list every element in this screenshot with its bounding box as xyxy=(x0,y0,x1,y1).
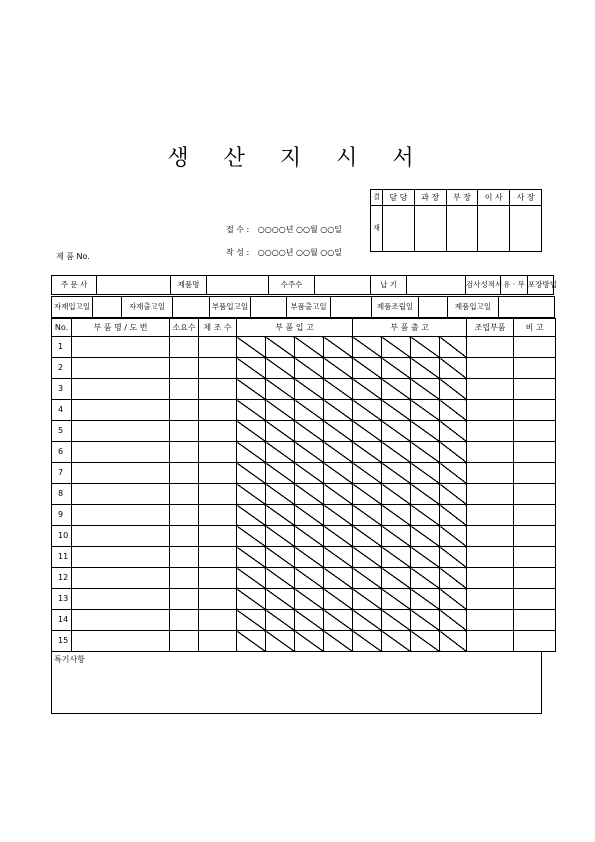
parts-in-cell[interactable] xyxy=(295,484,324,505)
parts-out-cell[interactable] xyxy=(353,463,382,484)
part-name-cell[interactable] xyxy=(72,358,170,379)
parts-in-cell[interactable] xyxy=(324,379,353,400)
row-number: 12 xyxy=(52,568,72,589)
written-label: 작 성 : xyxy=(226,248,250,257)
label-order-qty: 수주수 xyxy=(269,276,315,295)
row-number: 2 xyxy=(52,358,72,379)
part-name-cell[interactable] xyxy=(72,442,170,463)
parts-out-cell[interactable] xyxy=(353,484,382,505)
parts-out-cell[interactable] xyxy=(353,589,382,610)
parts-in-cell[interactable] xyxy=(324,421,353,442)
parts-in-cell[interactable] xyxy=(237,505,266,526)
parts-in-cell[interactable] xyxy=(266,589,295,610)
parts-out-cell[interactable] xyxy=(382,610,411,631)
parts-out-cell[interactable] xyxy=(353,337,382,358)
value-material-in[interactable] xyxy=(93,297,122,318)
remarks-cell[interactable] xyxy=(514,463,556,484)
assembly-parts-cell[interactable] xyxy=(467,358,514,379)
col-assembly-parts: 조립부품 xyxy=(467,319,514,337)
parts-in-cell[interactable] xyxy=(266,379,295,400)
parts-in-cell[interactable] xyxy=(266,547,295,568)
parts-out-cell[interactable] xyxy=(382,526,411,547)
row-number: 6 xyxy=(52,442,72,463)
parts-in-cell[interactable] xyxy=(237,463,266,484)
label-client: 주 문 사 xyxy=(52,276,97,295)
signature-cell[interactable] xyxy=(478,206,510,252)
parts-out-cell[interactable] xyxy=(382,484,411,505)
written-date xyxy=(226,247,342,258)
parts-in-cell[interactable] xyxy=(266,505,295,526)
parts-in-cell[interactable] xyxy=(295,421,324,442)
assembly-parts-cell[interactable] xyxy=(467,631,514,652)
parts-in-cell[interactable] xyxy=(237,589,266,610)
value-product-in[interactable] xyxy=(499,297,555,318)
assembly-parts-cell[interactable] xyxy=(467,484,514,505)
required-qty-cell[interactable] xyxy=(170,421,199,442)
table-row xyxy=(52,589,556,610)
value-order-qty[interactable] xyxy=(315,276,371,295)
remarks-cell[interactable] xyxy=(514,484,556,505)
table-row xyxy=(52,337,556,358)
parts-out-cell[interactable] xyxy=(382,421,411,442)
parts-in-cell[interactable] xyxy=(324,568,353,589)
row-number: 11 xyxy=(52,547,72,568)
signature-cell[interactable] xyxy=(446,206,478,252)
parts-in-cell[interactable] xyxy=(266,442,295,463)
manufacture-qty-cell[interactable] xyxy=(199,568,237,589)
approval-table xyxy=(370,189,542,252)
parts-in-cell[interactable] xyxy=(324,484,353,505)
value-parts-out[interactable] xyxy=(331,297,372,318)
parts-in-cell[interactable] xyxy=(266,568,295,589)
parts-in-cell[interactable] xyxy=(324,610,353,631)
required-qty-cell[interactable] xyxy=(170,358,199,379)
label-product-in: 제품입고일 xyxy=(448,297,499,318)
manufacture-qty-cell[interactable] xyxy=(199,610,237,631)
parts-in-cell[interactable] xyxy=(266,421,295,442)
required-qty-cell[interactable] xyxy=(170,631,199,652)
parts-in-cell[interactable] xyxy=(237,442,266,463)
parts-in-cell[interactable] xyxy=(266,358,295,379)
required-qty-cell[interactable] xyxy=(170,547,199,568)
part-name-cell[interactable] xyxy=(72,379,170,400)
col-no: No. xyxy=(52,319,72,337)
manufacture-qty-cell[interactable] xyxy=(199,442,237,463)
table-row xyxy=(52,442,556,463)
parts-in-cell[interactable] xyxy=(237,610,266,631)
remarks-cell[interactable] xyxy=(514,631,556,652)
parts-in-cell[interactable] xyxy=(324,505,353,526)
required-qty-cell[interactable] xyxy=(170,400,199,421)
parts-in-cell[interactable] xyxy=(237,484,266,505)
row-number: 10 xyxy=(52,526,72,547)
required-qty-cell[interactable] xyxy=(170,337,199,358)
parts-out-cell[interactable] xyxy=(353,631,382,652)
part-name-cell[interactable] xyxy=(72,421,170,442)
required-qty-cell[interactable] xyxy=(170,610,199,631)
value-product-name[interactable] xyxy=(207,276,269,295)
part-name-cell[interactable] xyxy=(72,526,170,547)
parts-in-cell[interactable] xyxy=(324,589,353,610)
parts-out-cell[interactable] xyxy=(382,547,411,568)
assembly-parts-cell[interactable] xyxy=(467,442,514,463)
manufacture-qty-cell[interactable] xyxy=(199,547,237,568)
table-row xyxy=(52,568,556,589)
parts-out-cell[interactable] xyxy=(440,589,467,610)
parts-out-cell[interactable] xyxy=(411,337,440,358)
parts-in-cell[interactable] xyxy=(237,631,266,652)
parts-out-cell[interactable] xyxy=(353,379,382,400)
parts-out-cell[interactable] xyxy=(353,400,382,421)
required-qty-cell[interactable] xyxy=(170,379,199,400)
parts-out-cell[interactable] xyxy=(440,463,467,484)
parts-out-cell[interactable] xyxy=(382,463,411,484)
required-qty-cell[interactable] xyxy=(170,526,199,547)
parts-out-cell[interactable] xyxy=(411,484,440,505)
row-number: 8 xyxy=(52,484,72,505)
label-due-date: 납 기 xyxy=(371,276,407,295)
part-name-cell[interactable] xyxy=(72,463,170,484)
table-row xyxy=(52,358,556,379)
approval-role: 사 장 xyxy=(510,190,542,206)
parts-in-cell[interactable] xyxy=(295,610,324,631)
parts-out-cell[interactable] xyxy=(353,568,382,589)
schedule-table xyxy=(51,296,555,318)
value-material-out[interactable] xyxy=(173,297,210,318)
parts-in-cell[interactable] xyxy=(266,400,295,421)
row-number: 14 xyxy=(52,610,72,631)
parts-out-cell[interactable] xyxy=(382,379,411,400)
remarks-cell[interactable] xyxy=(514,337,556,358)
schedule-row xyxy=(52,297,555,318)
remarks-cell[interactable] xyxy=(514,568,556,589)
row-number: 3 xyxy=(52,379,72,400)
parts-in-cell[interactable] xyxy=(237,337,266,358)
parts-out-cell[interactable] xyxy=(411,631,440,652)
parts-out-cell[interactable] xyxy=(440,379,467,400)
required-qty-cell[interactable] xyxy=(170,589,199,610)
parts-in-cell[interactable] xyxy=(324,337,353,358)
label-assembly: 제품조립일 xyxy=(372,297,419,318)
table-row xyxy=(52,526,556,547)
manufacture-qty-cell[interactable] xyxy=(199,589,237,610)
approval-role: 부 장 xyxy=(446,190,478,206)
parts-in-cell[interactable] xyxy=(266,337,295,358)
assembly-parts-cell[interactable] xyxy=(467,400,514,421)
label-parts-out: 부품출고일 xyxy=(287,297,331,318)
manufacture-qty-cell[interactable] xyxy=(199,421,237,442)
table-row xyxy=(52,379,556,400)
parts-out-cell[interactable] xyxy=(411,379,440,400)
approval-side-top: 결 xyxy=(371,190,383,206)
row-number: 4 xyxy=(52,400,72,421)
doc-number-label: 제 품 No. xyxy=(56,252,90,261)
assembly-parts-cell[interactable] xyxy=(467,337,514,358)
table-row xyxy=(52,631,556,652)
received-label: 접 수 : xyxy=(226,225,250,234)
label-packing-method: 포장방법 xyxy=(528,276,554,295)
signature-cell[interactable] xyxy=(414,206,446,252)
manufacture-qty-cell[interactable] xyxy=(199,631,237,652)
parts-in-cell[interactable] xyxy=(295,463,324,484)
value-due-date[interactable] xyxy=(407,276,466,295)
required-qty-cell[interactable] xyxy=(170,484,199,505)
parts-out-cell[interactable] xyxy=(440,610,467,631)
parts-in-cell[interactable] xyxy=(266,631,295,652)
parts-out-cell[interactable] xyxy=(440,442,467,463)
parts-out-cell[interactable] xyxy=(353,505,382,526)
manufacture-qty-cell[interactable] xyxy=(199,400,237,421)
received-value: ○○○○년 ○○월 ○○일 xyxy=(257,225,342,234)
parts-out-cell[interactable] xyxy=(440,484,467,505)
parts-out-cell[interactable] xyxy=(440,631,467,652)
column-header-row xyxy=(52,319,556,337)
col-parts-out: 부 품 출 고 xyxy=(353,319,467,337)
parts-out-cell[interactable] xyxy=(411,505,440,526)
parts-out-cell[interactable] xyxy=(440,358,467,379)
parts-in-cell[interactable] xyxy=(237,547,266,568)
parts-in-cell[interactable] xyxy=(324,400,353,421)
remarks-cell[interactable] xyxy=(514,379,556,400)
parts-in-cell[interactable] xyxy=(324,526,353,547)
assembly-parts-cell[interactable] xyxy=(467,463,514,484)
parts-in-cell[interactable] xyxy=(324,631,353,652)
required-qty-cell[interactable] xyxy=(170,463,199,484)
assembly-parts-cell[interactable] xyxy=(467,379,514,400)
row-number: 5 xyxy=(52,421,72,442)
approval-side-bottom: 재 xyxy=(371,206,383,252)
parts-in-cell[interactable] xyxy=(237,358,266,379)
approval-role: 담 당 xyxy=(383,190,415,206)
parts-out-cell[interactable] xyxy=(411,442,440,463)
parts-in-cell[interactable] xyxy=(295,505,324,526)
table-row xyxy=(52,421,556,442)
parts-in-cell[interactable] xyxy=(324,358,353,379)
parts-out-cell[interactable] xyxy=(353,442,382,463)
assembly-parts-cell[interactable] xyxy=(467,568,514,589)
assembly-parts-cell[interactable] xyxy=(467,589,514,610)
manufacture-qty-cell[interactable] xyxy=(199,358,237,379)
parts-out-cell[interactable] xyxy=(411,589,440,610)
manufacture-qty-cell[interactable] xyxy=(199,463,237,484)
part-name-cell[interactable] xyxy=(72,589,170,610)
parts-out-cell[interactable] xyxy=(382,631,411,652)
parts-out-cell[interactable] xyxy=(411,610,440,631)
remarks-cell[interactable] xyxy=(514,505,556,526)
parts-in-cell[interactable] xyxy=(266,610,295,631)
assembly-parts-cell[interactable] xyxy=(467,505,514,526)
remarks-cell[interactable] xyxy=(514,421,556,442)
parts-out-cell[interactable] xyxy=(353,610,382,631)
parts-in-cell[interactable] xyxy=(295,547,324,568)
parts-out-cell[interactable] xyxy=(353,358,382,379)
order-info-row-1 xyxy=(52,276,554,295)
row-number: 7 xyxy=(52,463,72,484)
parts-out-cell[interactable] xyxy=(382,505,411,526)
col-part-name: 부 품 명 / 도 번 xyxy=(72,319,170,337)
parts-out-cell[interactable] xyxy=(382,400,411,421)
col-remarks: 비 고 xyxy=(514,319,556,337)
remarks-cell[interactable] xyxy=(514,442,556,463)
parts-in-cell[interactable] xyxy=(295,358,324,379)
remarks-cell[interactable] xyxy=(514,526,556,547)
manufacture-qty-cell[interactable] xyxy=(199,484,237,505)
parts-out-cell[interactable] xyxy=(411,526,440,547)
parts-in-cell[interactable] xyxy=(237,526,266,547)
parts-out-cell[interactable] xyxy=(382,568,411,589)
label-product-name: 제품명 xyxy=(171,276,207,295)
parts-in-cell[interactable] xyxy=(295,442,324,463)
value-client[interactable] xyxy=(97,276,171,295)
parts-in-cell[interactable] xyxy=(295,400,324,421)
approval-role: 과 장 xyxy=(414,190,446,206)
assembly-parts-cell[interactable] xyxy=(467,547,514,568)
parts-out-cell[interactable] xyxy=(382,358,411,379)
parts-in-cell[interactable] xyxy=(237,568,266,589)
col-required-qty: 소요수 xyxy=(170,319,199,337)
assembly-parts-cell[interactable] xyxy=(467,526,514,547)
parts-out-cell[interactable] xyxy=(382,337,411,358)
remarks-cell[interactable] xyxy=(514,589,556,610)
assembly-parts-cell[interactable] xyxy=(467,610,514,631)
parts-out-cell[interactable] xyxy=(440,526,467,547)
part-name-cell[interactable] xyxy=(72,505,170,526)
parts-table xyxy=(51,318,556,652)
parts-in-cell[interactable] xyxy=(295,631,324,652)
col-manufacture-qty: 제 조 수 xyxy=(199,319,237,337)
part-name-cell[interactable] xyxy=(72,337,170,358)
parts-out-cell[interactable] xyxy=(411,568,440,589)
parts-in-cell[interactable] xyxy=(237,400,266,421)
manufacture-qty-cell[interactable] xyxy=(199,379,237,400)
part-name-cell[interactable] xyxy=(72,484,170,505)
parts-out-cell[interactable] xyxy=(353,526,382,547)
parts-out-cell[interactable] xyxy=(411,421,440,442)
value-parts-in[interactable] xyxy=(251,297,287,318)
parts-out-cell[interactable] xyxy=(382,589,411,610)
required-qty-cell[interactable] xyxy=(170,568,199,589)
assembly-parts-cell[interactable] xyxy=(467,421,514,442)
label-parts-in: 부품입고일 xyxy=(210,297,251,318)
parts-out-cell[interactable] xyxy=(411,463,440,484)
received-date xyxy=(226,224,342,235)
value-assembly[interactable] xyxy=(419,297,448,318)
written-value: ○○○○년 ○○월 ○○일 xyxy=(257,248,342,257)
signature-cell[interactable] xyxy=(383,206,415,252)
order-info-table xyxy=(51,275,557,295)
required-qty-cell[interactable] xyxy=(170,442,199,463)
required-qty-cell[interactable] xyxy=(170,505,199,526)
parts-out-cell[interactable] xyxy=(353,421,382,442)
parts-in-cell[interactable] xyxy=(237,421,266,442)
approval-role: 이 사 xyxy=(478,190,510,206)
table-row xyxy=(52,505,556,526)
manufacture-qty-cell[interactable] xyxy=(199,337,237,358)
table-row xyxy=(52,463,556,484)
row-number: 15 xyxy=(52,631,72,652)
part-name-cell[interactable] xyxy=(72,610,170,631)
manufacture-qty-cell[interactable] xyxy=(199,526,237,547)
manufacture-qty-cell[interactable] xyxy=(199,505,237,526)
parts-out-cell[interactable] xyxy=(440,505,467,526)
parts-in-cell[interactable] xyxy=(324,463,353,484)
parts-in-cell[interactable] xyxy=(266,526,295,547)
parts-in-cell[interactable] xyxy=(295,526,324,547)
parts-in-cell[interactable] xyxy=(295,568,324,589)
parts-out-cell[interactable] xyxy=(411,358,440,379)
parts-out-cell[interactable] xyxy=(353,547,382,568)
table-row xyxy=(52,484,556,505)
signature-cell[interactable] xyxy=(510,206,542,252)
label-inspection-report: 검사성적서 xyxy=(466,276,501,295)
parts-in-cell[interactable] xyxy=(266,463,295,484)
parts-in-cell[interactable] xyxy=(324,547,353,568)
remarks-cell[interactable] xyxy=(514,358,556,379)
value-yes-no[interactable]: 유 · 무 xyxy=(501,276,528,295)
parts-in-cell[interactable] xyxy=(237,379,266,400)
row-number: 1 xyxy=(52,337,72,358)
remarks-cell[interactable] xyxy=(514,610,556,631)
row-number: 13 xyxy=(52,589,72,610)
parts-in-cell[interactable] xyxy=(295,589,324,610)
parts-in-cell[interactable] xyxy=(295,379,324,400)
table-row xyxy=(52,400,556,421)
document-title: 생 산 지 시 서 xyxy=(167,146,428,171)
parts-out-cell[interactable] xyxy=(411,547,440,568)
parts-out-cell[interactable] xyxy=(440,568,467,589)
label-material-out: 자재출고일 xyxy=(122,297,173,318)
part-name-cell[interactable] xyxy=(72,631,170,652)
parts-in-cell[interactable] xyxy=(266,484,295,505)
table-row xyxy=(52,610,556,631)
col-parts-in: 부 품 입 고 xyxy=(237,319,353,337)
parts-out-cell[interactable] xyxy=(411,400,440,421)
row-number: 9 xyxy=(52,505,72,526)
part-name-cell[interactable] xyxy=(72,400,170,421)
part-name-cell[interactable] xyxy=(72,547,170,568)
table-row xyxy=(52,547,556,568)
parts-out-cell[interactable] xyxy=(440,337,467,358)
remarks-cell[interactable] xyxy=(514,547,556,568)
parts-out-cell[interactable] xyxy=(382,442,411,463)
notes-label: 특기사항 xyxy=(54,655,85,664)
parts-out-cell[interactable] xyxy=(440,421,467,442)
part-name-cell[interactable] xyxy=(72,568,170,589)
parts-out-cell[interactable] xyxy=(440,547,467,568)
parts-in-cell[interactable] xyxy=(295,337,324,358)
remarks-cell[interactable] xyxy=(514,400,556,421)
parts-in-cell[interactable] xyxy=(324,442,353,463)
label-material-in: 자재입고일 xyxy=(52,297,93,318)
notes-box[interactable] xyxy=(51,651,542,714)
parts-out-cell[interactable] xyxy=(440,400,467,421)
